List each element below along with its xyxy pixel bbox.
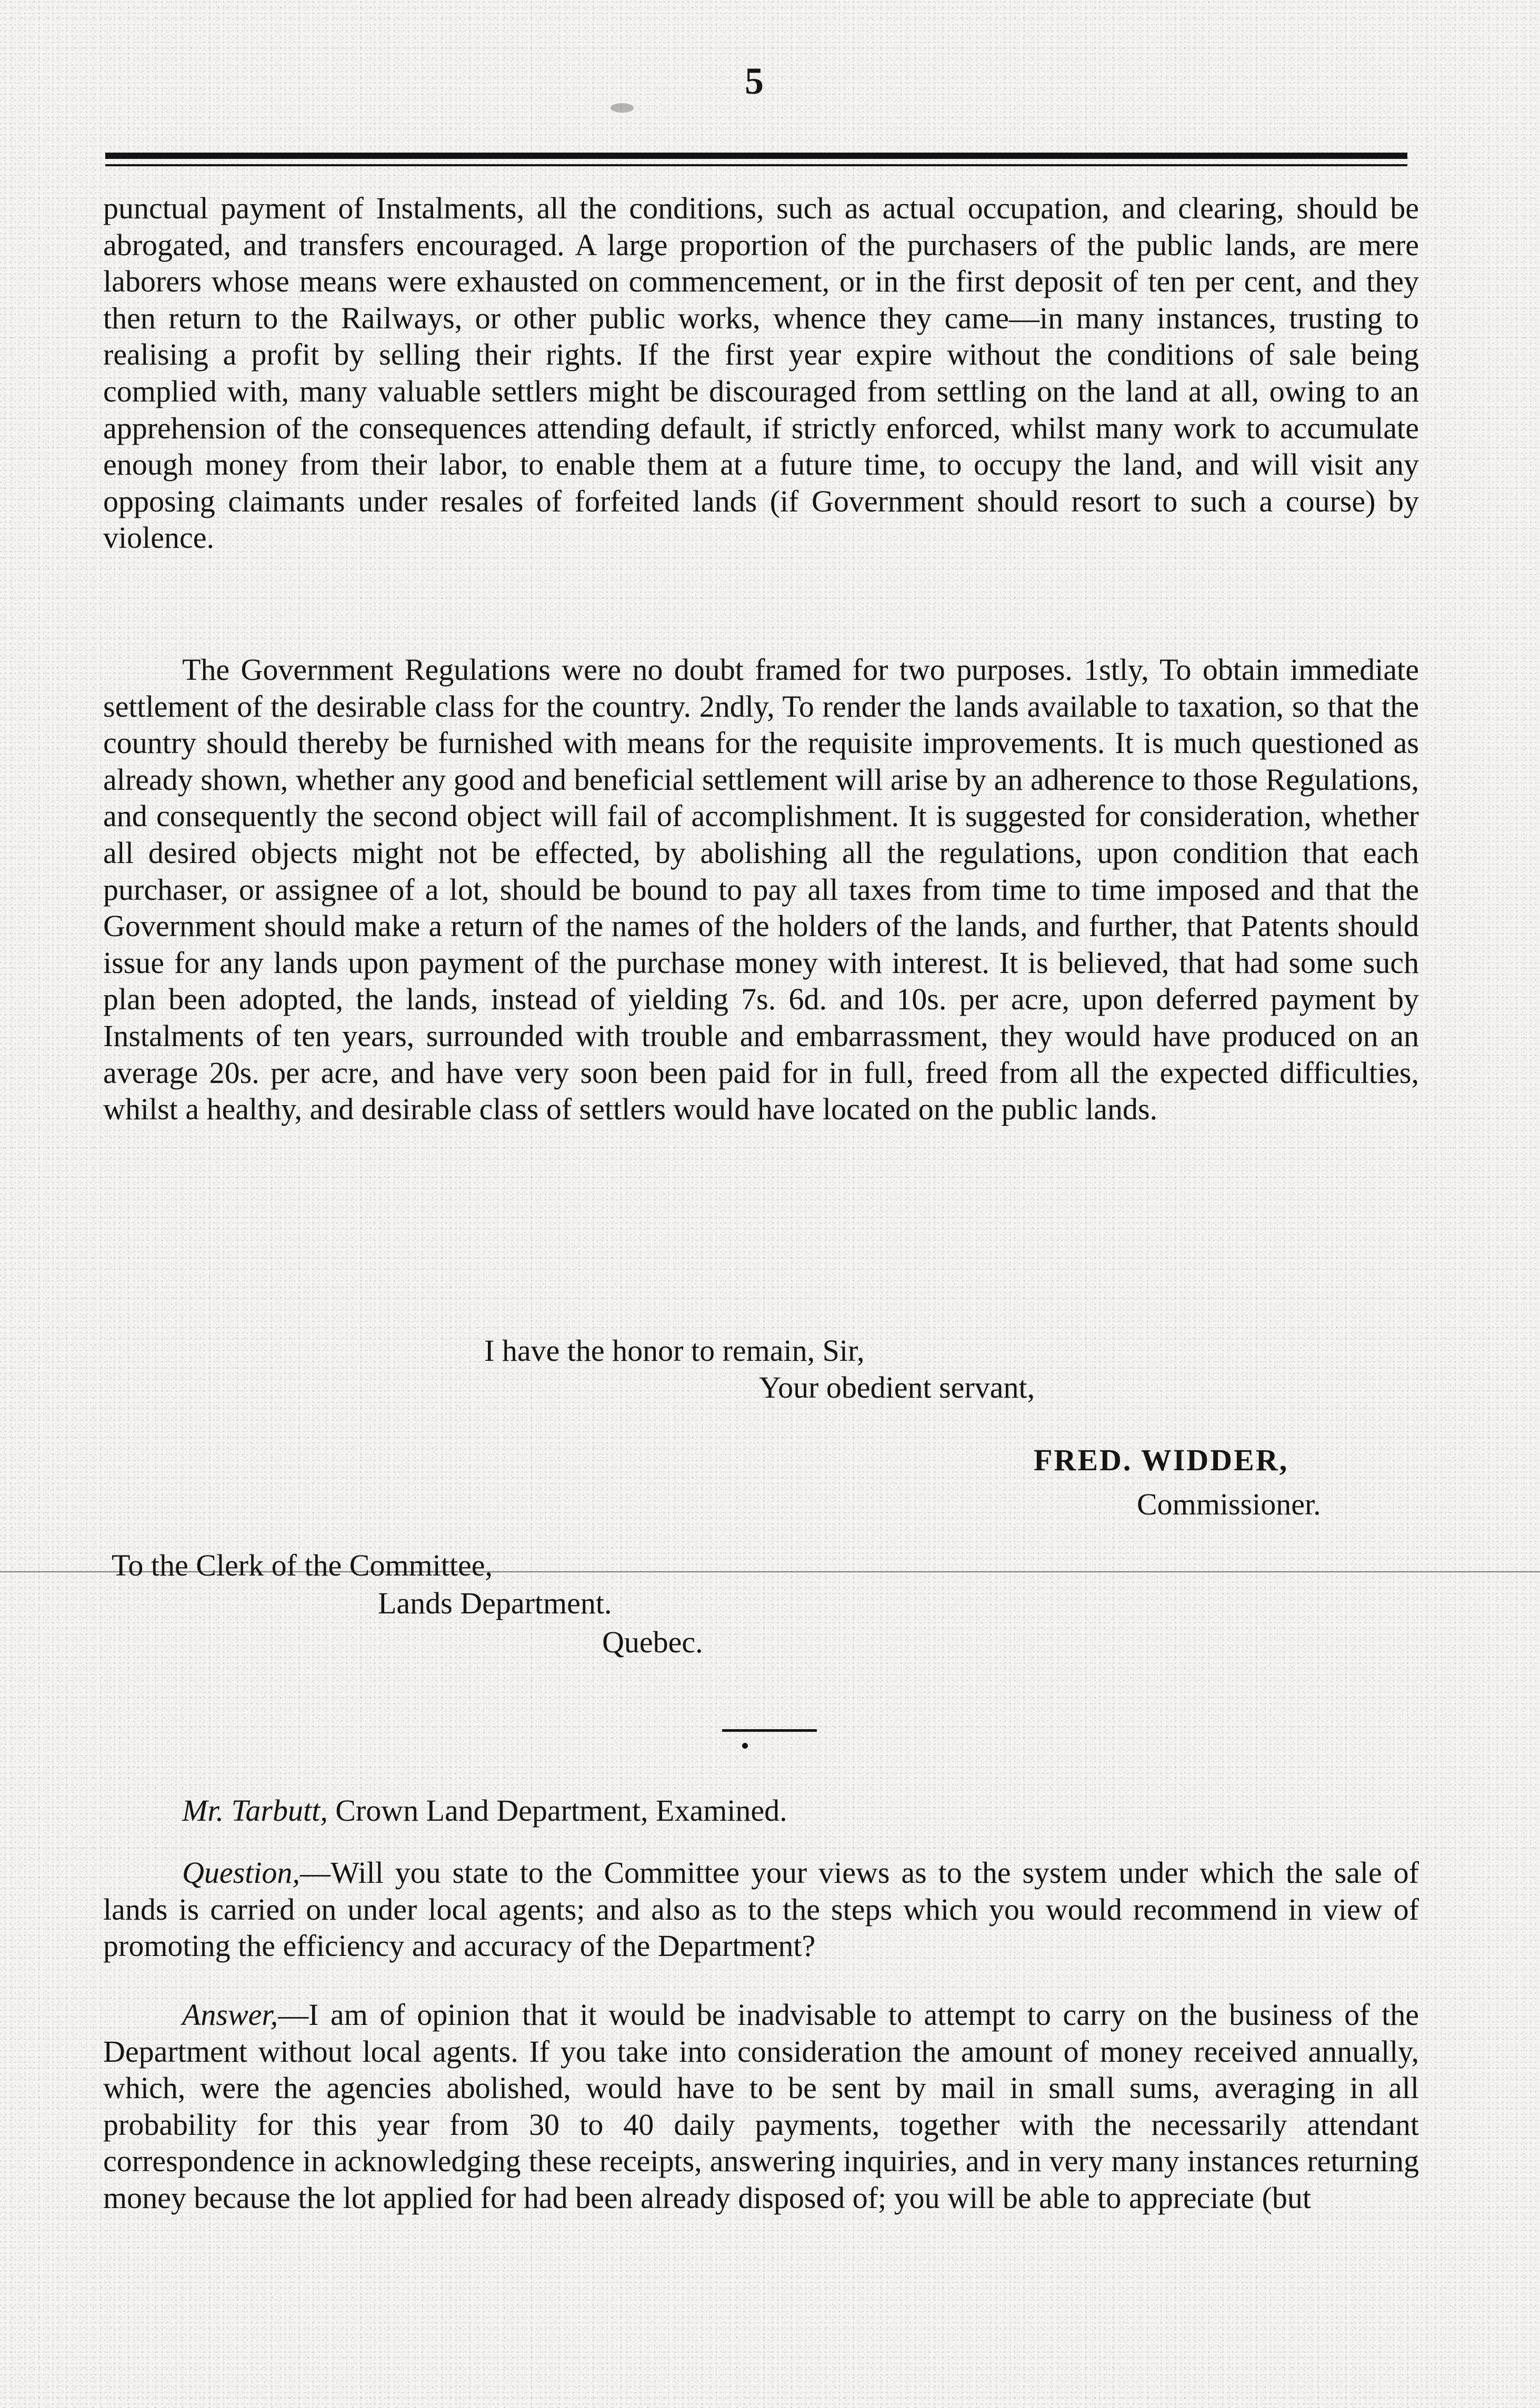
header-rule-thick xyxy=(105,153,1407,159)
address-line-3: Quebec. xyxy=(602,1625,703,1659)
signer-title: Commissioner. xyxy=(1137,1487,1321,1521)
question-text: —Will you state to the Committee your views as to the system under which the sale of lands is carried on under local agents; and also as to the steps which you would recommend in view of promoting the efficiency and accuracy of the Department? xyxy=(103,1855,1419,1963)
signer-name: FRED. WIDDER, xyxy=(1034,1443,1289,1477)
answer-label: Answer, xyxy=(182,1998,278,2032)
question-paragraph xyxy=(103,1854,1419,1964)
ink-smudge xyxy=(611,103,634,113)
letter-paragraph-2: The Government Regulations were no doubt framed for two purposes. 1stly, To obtain immediate settlement of the desirable class for the country. 2ndly, To render the lands available to taxation, so that the country should thereby be furnished with means for the requisite improvements. It is much questioned as already shown, whether any good and beneficial settlement will arise by an adherence to those Regulations, and consequently the second object will fail of accomplishment. It is suggested for consideration, whether all desired objects might not be effected, by abolishing all the regulations, upon condition that each purchaser, or assignee of a lot, should be bound to pay all taxes from time to time imposed and that the Government should make a return of the names of the holders of the lands, and further, that Patents should issue for any lands upon payment of the purchase money with interest. It is believed, that had some such plan been adopted, the lands, instead of yielding 7s. 6d. and 10s. per acre, upon deferred payment by Instalments of ten years, surrounded with trouble and embarrassment, they would have produced on an average 20s. per acre, and have very soon been paid for in full, freed from all the expected difficulties, whilst a healthy, and desirable class of settlers would have located on the public lands. xyxy=(103,653,1419,1127)
section-separator-dot xyxy=(742,1743,748,1749)
page-number: 5 xyxy=(745,60,764,102)
letter-paragraph-1: punctual payment of Instalments, all the conditions, such as actual occupation, and clearing, should be abrogated, and transfers encouraged. A large proportion of the purchasers of the public lands, are mere laborers whose means were exhausted on commencement, or in the first deposit of ten per cent, and they then return to the Railways, or other public works, whence they came—in many instances, trusting to realising a profit by selling their rights. If the first year expire without the conditions of sale being complied with, many valuable settlers might be discouraged from settling on the land at all, owing to an apprehension of the consequences attending default, if strictly enforced, whilst many work to accumulate enough money from their labor, to enable them at a future time, to occupy the land, and will visit any opposing claimants under resales of forfeited lands (if Government should resort to such a course) by violence. xyxy=(103,191,1419,555)
answer-text: —I am of opinion that it would be inadvisable to attempt to carry on the business of the Department without local agents. If you take into consideration the amount of money received annually, which, were the agencies abolished, would have to be sent by mail in small sums, averaging in all probability for this year from 30 to 40 daily payments, together with the necessarily attendant correspondence in acknowledging these receipts, answering inquiries, and in very many instances returning money because the lot applied for had been already disposed of; you will be able to appreciate (but xyxy=(103,1998,1419,2215)
witness-intro-text: Crown Land Department, Examined. xyxy=(327,1793,787,1828)
witness-name: Mr. Tarbutt, xyxy=(182,1793,328,1828)
witness-intro xyxy=(103,1792,1419,1829)
header-rule-thin xyxy=(105,164,1407,166)
section-separator-rule xyxy=(722,1729,817,1732)
address-line-2: Lands Department. xyxy=(378,1586,612,1620)
question-label: Question, xyxy=(182,1855,300,1890)
letter-closing: I have the honor to remain, Sir, xyxy=(484,1333,865,1368)
address-line-1: To the Clerk of the Committee, xyxy=(112,1548,493,1582)
letter-valediction: Your obedient servant, xyxy=(759,1370,1035,1404)
answer-paragraph xyxy=(103,1996,1419,2216)
